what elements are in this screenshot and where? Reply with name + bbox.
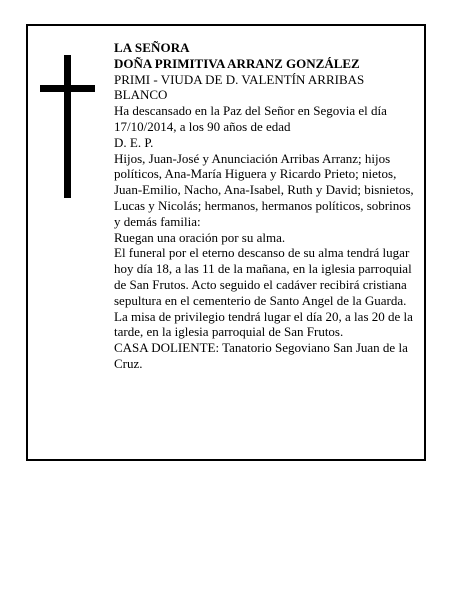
latin-cross-icon [40, 55, 95, 198]
rip-text: D. E. P. [114, 134, 154, 150]
prayer-request: Ruegan una oración por su alma. [114, 229, 286, 245]
obituary-text [114, 40, 419, 372]
notice-heading: LA SEÑORA [114, 40, 190, 55]
cross-horizontal-bar [40, 85, 95, 92]
deceased-subtitle: PRIMI - VIUDA DE D. VALENTÍN ARRIBAS BLANCO [114, 71, 365, 103]
cross-vertical-bar [64, 55, 71, 198]
family-list: Hijos, Juan-José y Anunciación Arribas Arranz; hijos políticos, Ana-María Higuera y Ricardo Prieto; nietos, Juan-Emilio, Nacho, Ana-Isabel, Ruth y David; bisnietos, Lucas y Nicolás; hermanos, hermanos políticos, sobrinos y demás familia: [114, 150, 414, 229]
obituary-notice-frame [26, 24, 426, 461]
deceased-name: DOÑA PRIMITIVA ARRANZ GONZÁLEZ [114, 55, 360, 71]
death-info: Ha descansado en la Paz del Señor en Segovia el día 17/10/2014, a los 90 años de edad [114, 103, 387, 134]
mourning-house: CASA DOLIENTE: Tanatorio Segoviano San Juan de la Cruz. [114, 340, 408, 371]
funeral-info: El funeral por el eterno descanso de su alma tendrá lugar hoy día 18, a las 11 de la mañana, en la iglesia parroquial de San Frutos. Acto seguido el cadáver recibirá cristiana sepultura en el cementerio de Santo Angel de la Guarda. La misa de privilegio tendrá lugar el día 20, a las 20 de la tarde, en la iglesia parroquial de San Frutos. [114, 245, 413, 340]
